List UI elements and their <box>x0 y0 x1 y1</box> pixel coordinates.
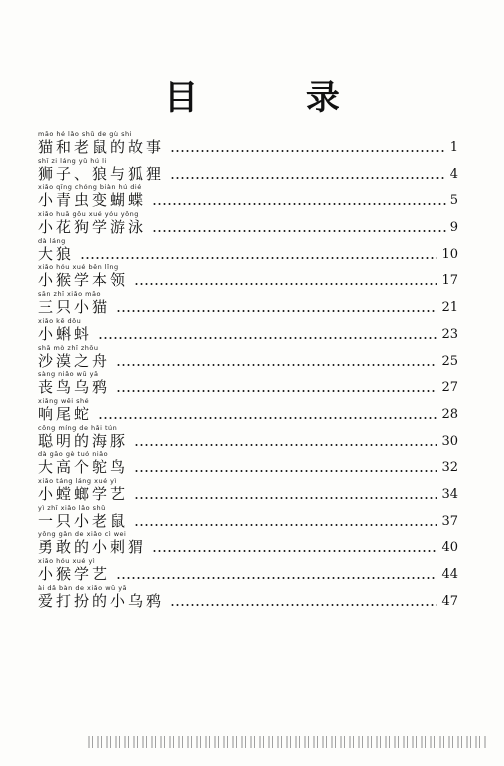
toc-entry[interactable] <box>38 317 458 344</box>
toc-entry-pinyin: xiǎo hóu xué yì <box>38 557 96 565</box>
toc-entry-page-number: 9 <box>449 220 458 236</box>
toc-entry[interactable] <box>38 584 458 611</box>
toc-entry-pinyin: yǒng gǎn de xiǎo cì wei <box>38 530 127 539</box>
toc-entry-title: 小猴学本领 <box>38 271 129 290</box>
toc-dot-leader <box>134 283 437 285</box>
toc-entry-pinyin: sān zhī xiǎo māo <box>38 290 101 299</box>
toc-entry-title: 聪明的海豚 <box>38 431 129 450</box>
toc-entry[interactable] <box>38 557 458 584</box>
toc-entry-row <box>38 485 458 503</box>
toc-dot-leader <box>170 177 446 179</box>
toc-entry[interactable] <box>38 424 458 451</box>
toc-dot-leader <box>116 364 437 366</box>
toc-entry-page-number: 10 <box>441 246 458 262</box>
toc-entry-row <box>38 592 458 610</box>
toc-entry-title: 响尾蛇 <box>38 404 93 423</box>
toc-entry-title: 沙漠之舟 <box>38 351 111 370</box>
toc-entry-row <box>38 165 458 183</box>
toc-entry-pinyin: māo hé lǎo shǔ de gù shi <box>38 130 132 138</box>
toc-dot-leader <box>170 150 446 152</box>
toc-entry-row <box>38 352 458 370</box>
toc-entry-pinyin: sàng niǎo wū yā <box>38 370 99 379</box>
toc-entry-page-number: 47 <box>441 593 458 609</box>
toc-entry-title: 一只小老鼠 <box>38 511 129 530</box>
toc-entry-row <box>38 191 458 209</box>
toc-entry[interactable] <box>38 263 458 290</box>
toc-entry-page-number: 27 <box>441 380 458 396</box>
toc-entry[interactable] <box>38 130 458 157</box>
toc-entry-page-number: 23 <box>441 326 458 342</box>
toc-entry-row <box>38 325 458 343</box>
toc-entry-page-number: 5 <box>449 193 458 209</box>
toc-entry-pinyin: xiǎo huā gǒu xué yóu yǒng <box>38 210 139 219</box>
toc-entry-page-number: 34 <box>441 486 458 502</box>
toc-entry[interactable] <box>38 290 458 317</box>
toc-entry-row <box>38 458 458 476</box>
toc-entry-row <box>38 138 458 156</box>
toc-entry-page-number: 25 <box>441 353 458 369</box>
toc-entry-pinyin: xiǎo kē dǒu <box>38 316 82 325</box>
toc-entry[interactable] <box>38 504 458 531</box>
toc-entry-pinyin: dà láng <box>38 236 66 245</box>
toc-entry-pinyin: xiǎo táng láng xué yì <box>38 476 117 485</box>
toc-entry[interactable] <box>38 237 458 264</box>
toc-entry-title: 三只小猫 <box>38 298 111 317</box>
toc-entry-pinyin: dà gāo gè tuó niǎo <box>38 450 109 459</box>
toc-entry-title: 丧鸟乌鸦 <box>38 378 111 397</box>
toc-dot-leader <box>134 444 437 446</box>
toc-entry-title: 爱打扮的小乌鸦 <box>38 591 165 610</box>
toc-dot-leader <box>170 604 437 606</box>
toc-entry[interactable] <box>38 344 458 371</box>
toc-dot-leader <box>134 470 437 472</box>
toc-entry[interactable] <box>38 530 458 557</box>
toc-dot-leader <box>152 550 437 552</box>
toc-entry-row <box>38 298 458 316</box>
toc-entry[interactable] <box>38 397 458 424</box>
toc-entry-pinyin: shā mò zhī zhōu <box>38 343 99 352</box>
toc-entry-title: 狮子、狼与狐狸 <box>38 164 165 183</box>
toc-entry-pinyin: ài dǎ bàn de xiǎo wū yā <box>38 583 128 592</box>
toc-entry-page-number: 21 <box>441 300 458 316</box>
toc-entry-row <box>38 245 458 263</box>
toc-entry-title: 小蝌蚪 <box>38 324 93 343</box>
toc-entry-page-number: 1 <box>449 140 458 155</box>
toc-entry[interactable] <box>38 450 458 477</box>
toc-entry-row <box>38 218 458 236</box>
toc-dot-leader <box>116 310 437 312</box>
toc-entry[interactable] <box>38 183 458 210</box>
toc-entry-pinyin: xiǎo hóu xué běn lǐng <box>38 263 119 272</box>
toc-dot-leader <box>152 230 446 232</box>
toc-dot-leader <box>116 577 437 579</box>
toc-entry-page-number: 44 <box>441 567 458 582</box>
toc-entry[interactable] <box>38 157 458 184</box>
toc-entry-page-number: 40 <box>441 540 458 556</box>
toc-dot-leader <box>134 524 437 526</box>
toc-dot-leader <box>116 390 437 392</box>
toc-entry[interactable] <box>38 370 458 397</box>
page-title: 目 录 <box>164 78 388 118</box>
toc-entry-title: 大狼 <box>38 244 75 263</box>
toc-entry-title: 猫和老鼠的故事 <box>38 138 165 156</box>
toc-entry-page-number: 37 <box>441 513 458 529</box>
toc-entry-pinyin: xiǎo qīng chóng biàn hú dié <box>38 183 142 192</box>
toc-dot-leader <box>80 257 437 259</box>
toc-entry-row <box>38 405 458 423</box>
toc-entry[interactable] <box>38 477 458 504</box>
toc-entry-title: 小花狗学游泳 <box>38 218 147 237</box>
toc-entry-title: 小螳螂学艺 <box>38 484 129 503</box>
table-of-contents <box>38 130 458 610</box>
toc-entry[interactable] <box>38 210 458 237</box>
scan-artifact-band <box>88 736 488 748</box>
toc-entry-row <box>38 565 458 583</box>
toc-entry-row <box>38 271 458 289</box>
toc-entry-page-number: 32 <box>441 460 458 476</box>
toc-entry-pinyin: cōng míng de hǎi tún <box>38 423 118 432</box>
toc-entry-page-number: 28 <box>441 406 458 422</box>
toc-entry-pinyin: yì zhī xiǎo lǎo shǔ <box>38 503 106 512</box>
toc-entry-page-number: 4 <box>449 166 458 182</box>
toc-entry-row <box>38 512 458 530</box>
toc-dot-leader <box>152 203 446 205</box>
toc-dot-leader <box>134 497 437 499</box>
toc-dot-leader <box>98 337 437 339</box>
toc-dot-leader <box>98 417 437 419</box>
toc-entry-pinyin: shī zi láng yǔ hú li <box>38 156 107 165</box>
toc-entry-page-number: 30 <box>441 433 458 449</box>
toc-entry-title: 勇敢的小刺猬 <box>38 538 147 557</box>
toc-entry-row <box>38 378 458 396</box>
toc-entry-page-number: 17 <box>441 273 458 289</box>
toc-entry-pinyin: xiǎng wěi shé <box>38 396 90 405</box>
toc-entry-title: 大高个鸵鸟 <box>38 458 129 477</box>
toc-entry-row <box>38 538 458 556</box>
toc-entry-title: 小青虫变蝴蝶 <box>38 191 147 210</box>
toc-entry-title: 小猴学艺 <box>38 565 111 583</box>
toc-entry-row <box>38 432 458 450</box>
